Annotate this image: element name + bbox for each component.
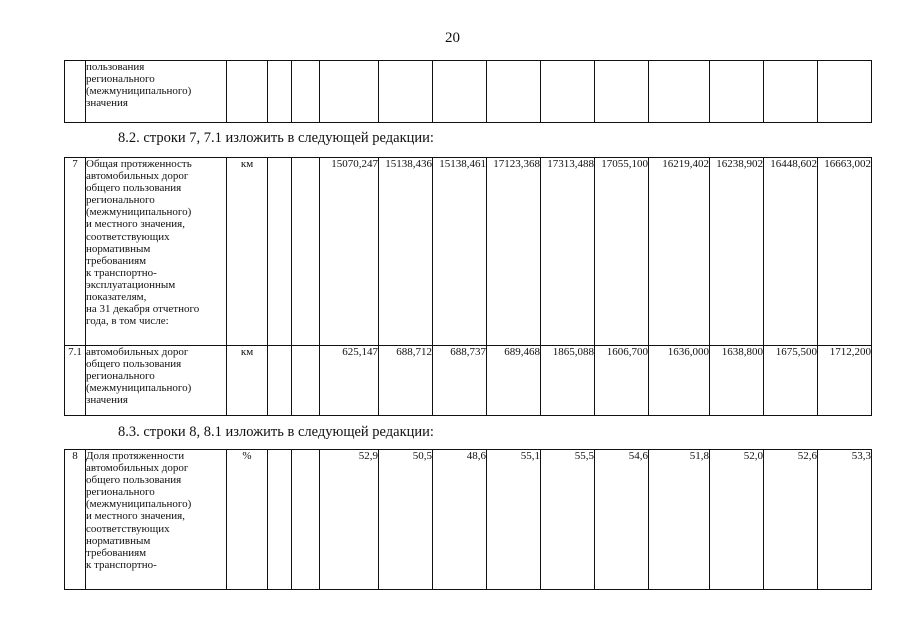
- value-cell: 16219,402: [649, 158, 710, 346]
- value-cell: [541, 61, 595, 123]
- value-cell: 16238,902: [710, 158, 764, 346]
- value-cell: 53,3: [818, 450, 872, 590]
- value-cell: 16663,002: [818, 158, 872, 346]
- value-cell: 17055,100: [595, 158, 649, 346]
- indicator-name: Доля протяженности автомобильных дорог общего пользования регионального (межмуниципального) и местного значения, соответствующих нормативным требованиям к транспортно-: [86, 450, 227, 590]
- value-cell: 52,9: [320, 450, 379, 590]
- value-cell: 1638,800: [710, 346, 764, 416]
- value-cell: 15138,461: [433, 158, 487, 346]
- row-number: 8: [65, 450, 86, 590]
- value-cell: 52,0: [710, 450, 764, 590]
- section-heading-8-3: 8.3. строки 8, 8.1 изложить в следующей редакции:: [118, 424, 434, 440]
- indicator-name: Общая протяженность автомобильных дорог общего пользования регионального (межмуниципального) и местного значения, соответствующих нормативным требованиям к транспортно- эксплуатационным показателям, на 31 декабря отчетного года, в том числе:: [86, 158, 227, 346]
- value-cell: 52,6: [764, 450, 818, 590]
- value-cell: 1865,088: [541, 346, 595, 416]
- value-cell: [320, 61, 379, 123]
- table-row-8: [65, 450, 872, 590]
- value-cell: 55,1: [487, 450, 541, 590]
- table-row-7: [65, 158, 872, 346]
- indicator-name: пользования регионального (межмуниципального) значения: [86, 61, 227, 123]
- value-cell: [595, 61, 649, 123]
- empty-cell: [268, 61, 292, 123]
- indicator-name: автомобильных дорог общего пользования регионального (межмуниципального) значения: [86, 346, 227, 416]
- value-cell: [649, 61, 710, 123]
- row-number: 7.1: [65, 346, 86, 416]
- value-cell: 51,8: [649, 450, 710, 590]
- value-cell: 1675,500: [764, 346, 818, 416]
- value-cell: [710, 61, 764, 123]
- row-number: 7: [65, 158, 86, 346]
- table-rows-7: [64, 157, 872, 416]
- page-number: 20: [445, 30, 460, 46]
- empty-cell: [268, 450, 292, 590]
- value-cell: [764, 61, 818, 123]
- value-cell: 15138,436: [379, 158, 433, 346]
- table-fragment-top: [64, 60, 872, 123]
- value-cell: 17123,368: [487, 158, 541, 346]
- unit-cell: [227, 61, 268, 123]
- value-cell: 55,5: [541, 450, 595, 590]
- value-cell: 48,6: [433, 450, 487, 590]
- unit-cell: км: [227, 158, 268, 346]
- empty-cell: [292, 61, 320, 123]
- value-cell: [433, 61, 487, 123]
- value-cell: [487, 61, 541, 123]
- value-cell: 1636,000: [649, 346, 710, 416]
- table-rows-8: [64, 449, 872, 590]
- unit-cell: %: [227, 450, 268, 590]
- value-cell: [818, 61, 872, 123]
- table-row-7-1: [65, 346, 872, 416]
- value-cell: [379, 61, 433, 123]
- empty-cell: [292, 346, 320, 416]
- value-cell: 1606,700: [595, 346, 649, 416]
- value-cell: 15070,247: [320, 158, 379, 346]
- value-cell: 689,468: [487, 346, 541, 416]
- section-heading-8-2: 8.2. строки 7, 7.1 изложить в следующей редакции:: [118, 130, 434, 146]
- value-cell: 625,147: [320, 346, 379, 416]
- empty-cell: [292, 158, 320, 346]
- value-cell: 688,712: [379, 346, 433, 416]
- value-cell: 688,737: [433, 346, 487, 416]
- empty-cell: [292, 450, 320, 590]
- value-cell: 54,6: [595, 450, 649, 590]
- value-cell: 16448,602: [764, 158, 818, 346]
- value-cell: 50,5: [379, 450, 433, 590]
- value-cell: 1712,200: [818, 346, 872, 416]
- unit-cell: км: [227, 346, 268, 416]
- value-cell: 17313,488: [541, 158, 595, 346]
- empty-cell: [268, 158, 292, 346]
- empty-cell: [268, 346, 292, 416]
- row-number: [65, 61, 86, 123]
